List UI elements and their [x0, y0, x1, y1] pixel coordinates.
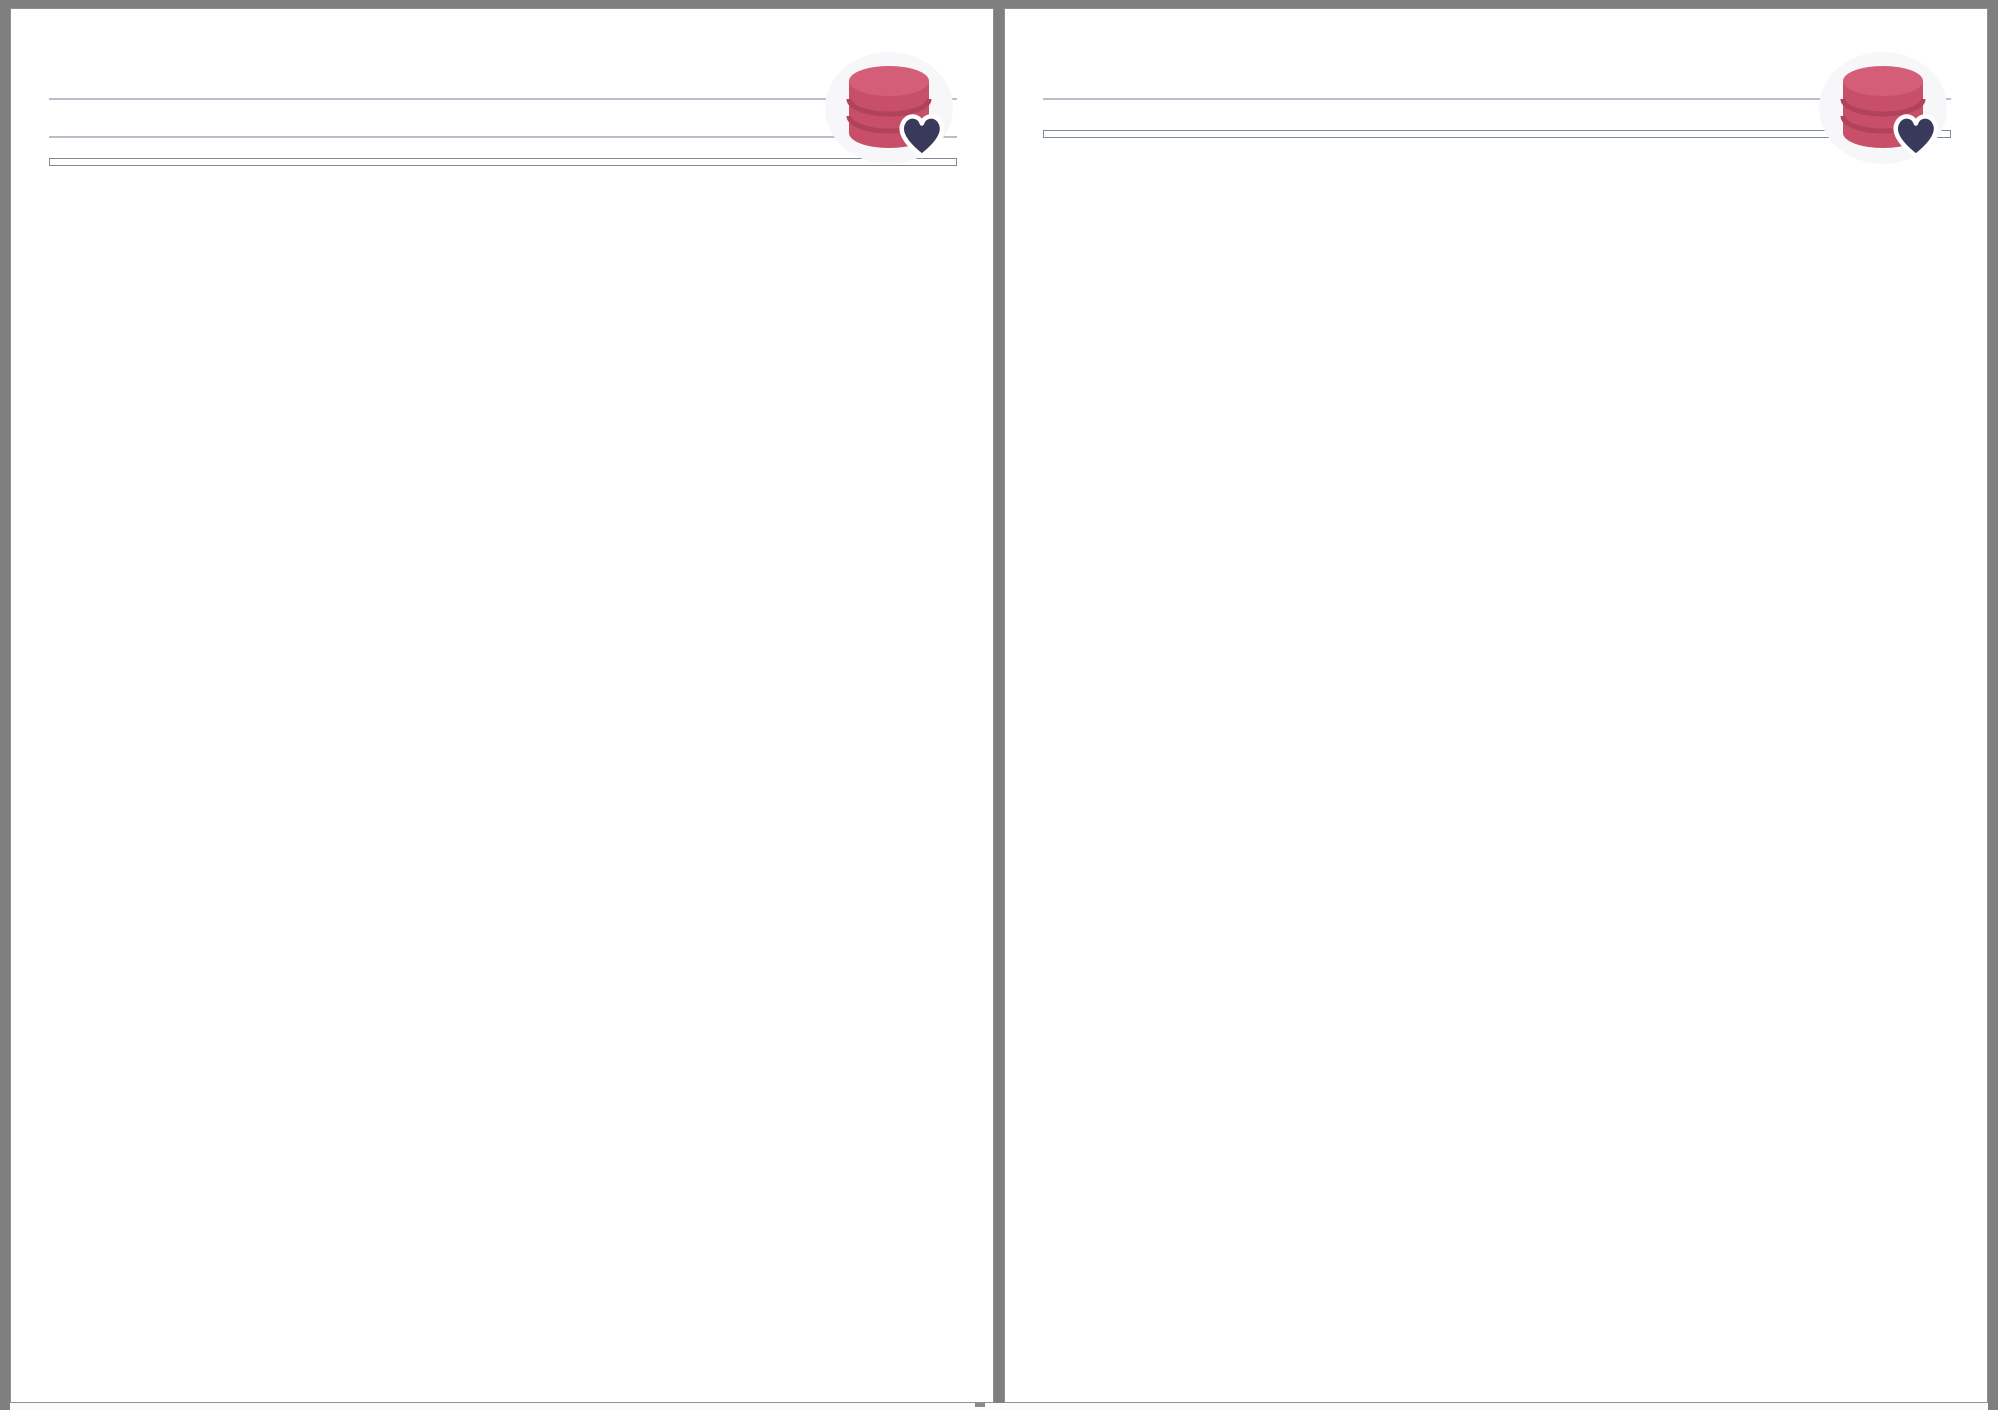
database-heart-logo-svg: [823, 51, 959, 165]
history-table: [1043, 130, 1951, 138]
divider: [49, 98, 957, 100]
print-preview-pages: [10, 8, 1988, 1403]
page-gutter-fragment: [975, 1403, 985, 1407]
database-heart-logo-svg: [1817, 51, 1953, 165]
database-heart-logo: [1817, 51, 1953, 165]
history-table: [49, 158, 957, 166]
care-mode-line: [49, 53, 957, 70]
database-heart-logo: [823, 51, 959, 165]
page-2: [1004, 8, 1988, 1403]
clipped-next-row-strip: [10, 1403, 1988, 1410]
divider: [1043, 98, 1951, 100]
page-1: [10, 8, 994, 1403]
care-mode-line: [1043, 53, 1951, 70]
divider: [49, 136, 957, 138]
